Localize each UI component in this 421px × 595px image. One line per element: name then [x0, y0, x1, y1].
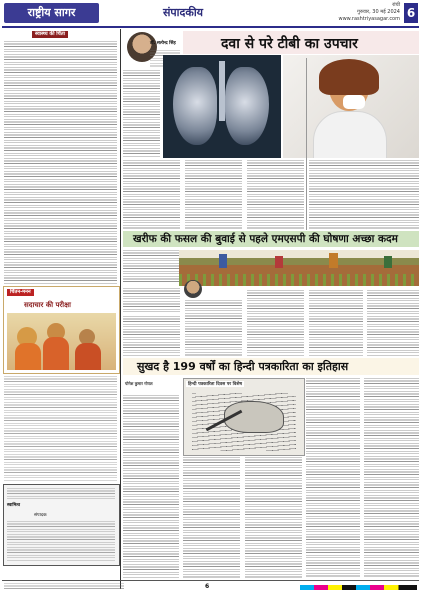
newspaper-logo: राष्ट्रीय सागर	[4, 3, 99, 23]
date: गुरुवार, 30 मई 2024	[357, 8, 400, 15]
header-rule	[2, 26, 419, 28]
writing-image-caption: हिन्दी पत्रकारिता दिवस पर विशेष	[188, 382, 242, 387]
lungs-xray-image	[163, 55, 281, 158]
tb-text-col4	[247, 160, 304, 230]
website: www.rashtriyasagar.com	[338, 15, 400, 22]
coughing-woman-image	[283, 55, 419, 158]
column-divider	[120, 29, 121, 589]
footer-page-number: 6	[205, 583, 210, 590]
kharif-text-col2	[185, 300, 242, 356]
kharif-headline-band	[123, 231, 419, 247]
journalism-text-col2	[183, 457, 240, 578]
tb-headline: दवा से परे टीबी का उपचार	[221, 36, 358, 52]
section-title: संपादकीय	[163, 6, 204, 19]
tb-text-col3	[185, 160, 242, 230]
tb-text-col2	[123, 160, 180, 230]
journalism-author-box	[123, 378, 179, 393]
journalism-author-name: योगेश कुमार गोयल	[125, 381, 153, 386]
kharif-headline: खरीफ की फसल की बुवाई से पहले एमएसपी की घोषणा अच्छा कदम	[133, 233, 398, 245]
journalism-text-col4	[306, 378, 360, 578]
imprint-box	[3, 484, 120, 566]
kharif-text-col1b	[123, 288, 180, 314]
journalism-text-col5	[364, 378, 419, 578]
tb-author-name: डॉ. सत्येन्द्र सिंह	[150, 41, 176, 46]
tb-text-col1	[123, 70, 160, 157]
chintan-text	[4, 376, 117, 481]
chintan-title: सदाचार की परीक्षा	[24, 301, 71, 309]
masthead	[0, 0, 421, 26]
journalism-headline: सुखद है 199 वर्षों का हिन्दी पत्रकारिता का इतिहास	[137, 360, 349, 373]
farm-field-image	[179, 250, 419, 286]
chintan-box	[3, 286, 120, 374]
editorial-text	[4, 41, 117, 284]
imprint-title: स्वामित्व	[7, 503, 20, 508]
saint-illustration	[7, 313, 116, 370]
footer-rule	[2, 580, 419, 581]
kharif-text-col3	[247, 290, 304, 356]
tb-text-col5	[309, 160, 419, 230]
page-number-badge: 6	[404, 3, 418, 23]
kharif-text-col4	[309, 290, 363, 356]
kharif-author-photo	[184, 280, 203, 299]
editorial-column	[4, 31, 117, 284]
kharif-text-col1c	[123, 316, 180, 356]
journalism-text-col1	[123, 395, 179, 578]
editorial-kicker: स्वास्थ्य की चिंता	[32, 31, 68, 38]
imprint-item: संपादक	[34, 513, 47, 518]
footer-text	[4, 583, 124, 589]
journalism-text-col3	[245, 457, 302, 578]
tb-headline-band	[183, 31, 419, 54]
color-registration-bar	[300, 585, 417, 590]
writing-hand-image	[183, 378, 305, 456]
kharif-text-col1a	[123, 250, 179, 282]
chintan-kicker: चिंतन-मनन	[7, 289, 34, 296]
city: रांची	[392, 2, 400, 8]
date-block	[322, 2, 400, 24]
journalism-headline-band	[123, 358, 419, 375]
kharif-text-col5	[367, 290, 419, 356]
